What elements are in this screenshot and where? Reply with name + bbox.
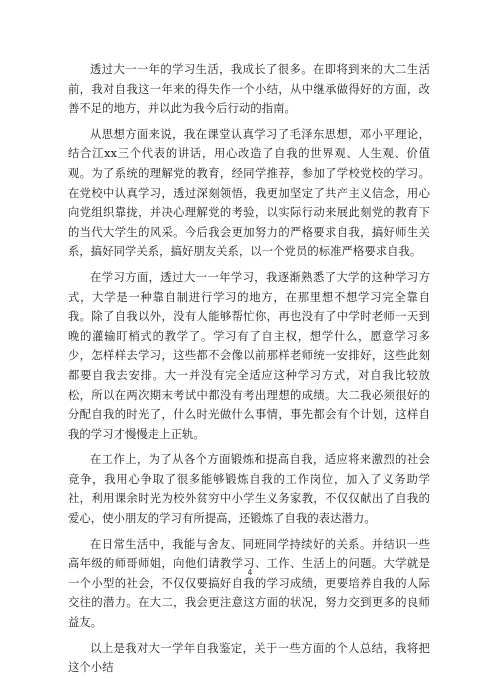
document-body: [68, 60, 430, 684]
paragraph-daily-life: 在日常生活中，我能与舍友、同班同学持续好的关系。并结识一些高年级的师哥师姐，向他们请教学习、工作、生活上的问题。大学就是一个小型的社会，不仅仅要搞好自我的学习成绩，更要培养自我的人际交往的潜力。在大二，我会更注意这方面的状况，努力交到更多的良师益友。: [68, 537, 430, 630]
page-number: 4: [247, 568, 253, 577]
paragraph-thought: 从思想方面来说，我在课堂认真学习了毛泽东思想，邓小平理论，结合江xx三个代表的讲话，用心改造了自我的世界观、人生观、价值观。为了系统的理解党的教育，经同学推荐，参加了学校党校的学习。在党校中认真学习，透过深刻领悟，我更加坚定了共产主义信念，用心向党组织靠拢，并决心理解党的考验，以实际行动来展此刻党的教育下的当代大学生的风采。今后我会更加努力的严格要求自我，搞好师生关系，搞好同学关系，搞好朋友关系，以一个党员的标准严格要求自我。: [68, 127, 430, 259]
paragraph-intro: 透过大一一年的学习生活，我成长了很多。在即将到来的大二生活前，我对自我这一年来的得失作一个小结，从中继承做得好的方面，改善不足的地方，并以此为我今后行动的指南。: [68, 63, 430, 116]
paragraph-summary: 以上是我对大一学年自我鉴定，关于一些方面的个人总结，我将把这个小结: [68, 641, 430, 675]
paragraph-study: 在学习方面，透过大一一年学习，我逐渐熟悉了大学的这种学习方式，大学是一种靠自制进行学习的地方，在那里想不想学习完全靠自我。除了自我以外，没有人能够帮忙你，再也没有了中学时老师一天到晚的灌输盯梢式的教学了。学习有了自主权，想学什么，愿意学习多少，怎样样去学习，这些都不会像以前那样老师统一安排好，这些此刻都要自我去安排。大一并没有完全适应这种学习方式，对自我比较放松，所以在两次期末考试中都没有考出理想的成绩。大二我必须很好的分配自我的时光了，什么时光做什么事情，事先都会有个计划，这样自我的学习才慢慢走上正轨。: [68, 270, 430, 441]
paragraph-work: 在工作上，为了从各个方面锻炼和提高自我，适应将来激烈的社会竞争，我用心争取了很多能够锻炼自我的工作岗位，加入了义务助学社，利用课余时光为校外贫穷中小学生义务家教，不仅仅献出了自我的爱心，使小朋友的学习有所提高，还锻炼了自我的表达潜力。: [68, 453, 430, 526]
